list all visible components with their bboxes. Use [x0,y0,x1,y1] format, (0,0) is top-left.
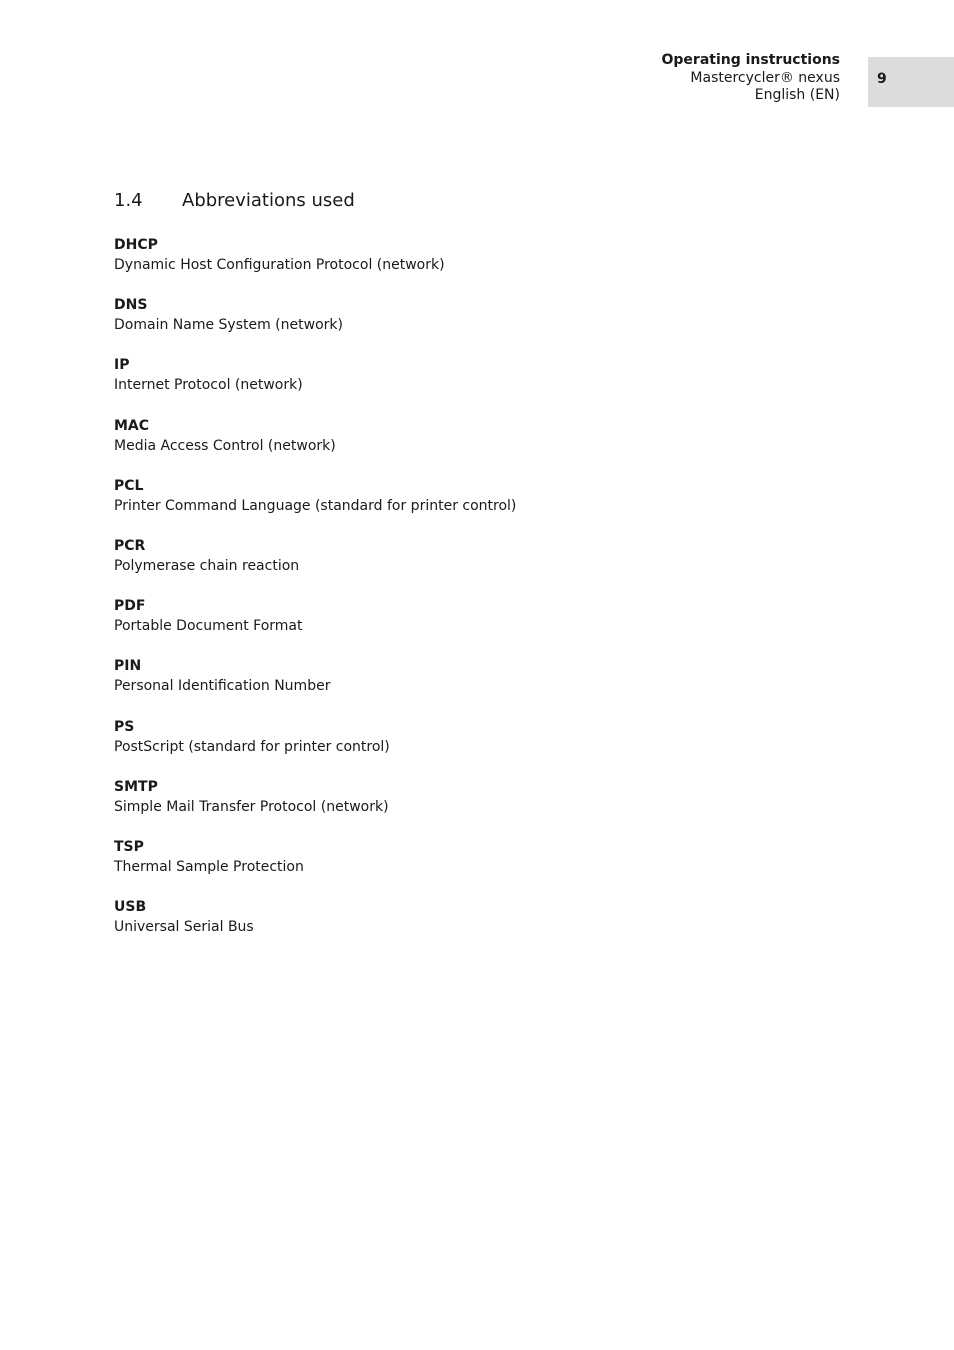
abbreviation-definition: Domain Name System (network) [114,317,343,334]
section-heading [114,190,355,211]
abbreviation-entry [114,235,516,295]
abbreviation-definition: Internet Protocol (network) [114,377,303,394]
abbreviation-term: PS [114,718,135,735]
abbreviation-term: PCL [114,477,144,494]
abbreviation-entry [114,476,516,536]
abbreviation-term: PIN [114,658,142,675]
abbreviation-term: DHCP [114,237,158,253]
abbreviation-entry [114,536,516,596]
product-name: Mastercycler® nexus [690,69,840,86]
abbreviation-definition: Portable Document Format [114,618,303,635]
abbreviation-definition: Personal Identification Number [114,678,331,695]
abbreviation-term: USB [114,899,147,916]
abbreviation-entry [114,656,516,716]
abbreviation-definition: Polymerase chain reaction [114,557,300,574]
abbreviation-definition: Thermal Sample Protection [114,858,304,875]
page-number-tab [868,57,954,107]
abbreviation-entry [114,897,516,957]
page-header [662,52,841,105]
abbreviation-term: PCR [114,537,146,554]
document-language: English (EN) [754,87,840,103]
section-number: 1.4 [114,190,143,211]
abbreviation-entry [114,416,516,476]
page-number: 9 [877,71,887,87]
abbreviation-definition: Dynamic Host Configuration Protocol (network) [114,257,445,273]
abbreviation-term: DNS [114,297,148,314]
abbreviation-definition: PostScript (standard for printer control) [114,738,390,755]
abbreviation-list [114,235,516,957]
abbreviation-definition: Simple Mail Transfer Protocol (network) [114,798,389,815]
abbreviation-term: SMTP [114,778,158,795]
document-type: Operating instructions [661,52,840,68]
abbreviation-entry [114,596,516,656]
abbreviation-term: TSP [114,838,144,855]
abbreviation-term: MAC [114,417,150,434]
abbreviation-entry [114,717,516,777]
abbreviation-entry [114,777,516,837]
section-title: Abbreviations used [182,190,355,211]
abbreviation-term: IP [114,357,130,374]
abbreviation-entry [114,837,516,897]
abbreviation-definition: Media Access Control (network) [114,437,336,454]
abbreviation-definition: Printer Command Language (standard for printer control) [114,497,517,514]
abbreviation-entry [114,355,516,415]
abbreviation-entry [114,295,516,355]
abbreviation-term: PDF [114,598,146,615]
abbreviation-definition: Universal Serial Bus [114,919,254,936]
